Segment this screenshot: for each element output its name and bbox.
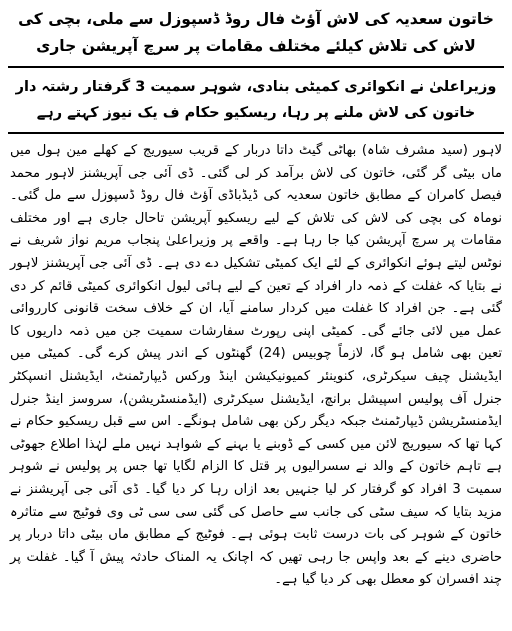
headline: خاتون سعدیہ کی لاش آؤٹ فال روڈ ڈسپوزل سے ملی، بچی کی لاش کی تلاش کیلئے مختلف مقامات پر سرچ آپریشن جاری [18,10,494,55]
article-body: لاہور (سید مشرف شاہ) بھاٹی گیٹ داتا دربار کے قریب سیوریج کے کھلے مین ہول میں ماں بیٹی گر گئی، خاتون کی لاش برآمد کر لی گئی۔ ڈی آئی جی آپریشنز لاہور محمد فیصل کامران کے مطابق خاتون سعدیہ کی ڈیڈباڈی آؤٹ فال روڈ ڈسپوزل سے مل گئی۔ نوماہ کی بچی کی لاش کی تلاش کے لیے ریسکیو آپریشن تاحال جاری ہے اور مختلف مقامات پر سرچ آپریشن کیا جا رہا ہے۔ واقعے پر وزیراعلیٰ پنجاب مریم نواز شریف نے نوٹس لیتے ہوئے انکوائری کے لئے ایک کمیٹی تشکیل دے دی ہے۔ ڈی آئی جی آپریشنز لاہور نے بتایا کہ غفلت کے ذمہ دار افراد کے تعین کے لیے ہائی لیول انکوائری کمیٹی قائم کر دی گئی ہے۔ جن افراد کا غفلت میں کردار سامنے آیا، ان کے خلاف سخت قانونی کارروائی عمل میں لائی جائے گی۔ کمیٹی اپنی رپورٹ سفارشات سمیت جن میں ذمہ داریوں کا تعین بھی شامل ہو گا، لازماً چوبیس (24) گھنٹوں کے اندر پیش کرے گی۔ کمیٹی میں ایڈیشنل چیف سیکرٹری، کنوینئر کمیونیکیشن اینڈ ورکس ڈیپارٹمنٹ، ایڈیشنل انسپکٹر جنرل آف پولیس اسپیشل برانچ، ایڈیشنل سیکرٹری (ایڈمنسٹریشن)، سروسز اینڈ جنرل ایڈمنسٹریشن ڈیپارٹمنٹ جبکہ دیگر رکن بھی شامل ہونگے۔ اس سے قبل ریسکیو حکام نے کہا تھا کہ سیوریج لائن میں کسی کے ڈوبنے یا بہنے کے شواہد نہیں ملے لہٰذا اطلاع جھوٹی ہے تاہم خاتون کے والد نے سسرالیوں پر قتل کا الزام لگایا تھا جس پر پولیس نے شوہر سمیت 3 افراد کو گرفتار کر لیا جنہیں بعد ازاں رہا کر دیا گیا۔ ڈی آئی جی آپریشنز نے مزید بتایا کہ سیف سٹی کی جانب سے حاصل کی گئی سی سی ٹی وی فوٹیج سے متاثرہ خاتون کے شوہر کی بات درست ثابت ہوئی ہے۔ فوٹیج کے مطابق ماں بیٹی داتا دربار پر حاضری دینے کے بعد واپس جا رہی تھیں کہ اچانک یہ المناک حادثہ پیش آ گیا۔ غفلت پر چند افسران کو معطل بھی کر دیا گیا ہے۔ [10,143,502,588]
divider-bottom [8,132,504,134]
divider-top [8,66,504,68]
subheadline: وزیراعلیٰ نے انکوائری کمیٹی بنادی، شوہر سمیت 3 گرفتار رشتہ دار خاتون کی لاش ملنے پر رہا، ریسکیو حکام ف یک نیوز کہتے رہے [15,79,497,121]
